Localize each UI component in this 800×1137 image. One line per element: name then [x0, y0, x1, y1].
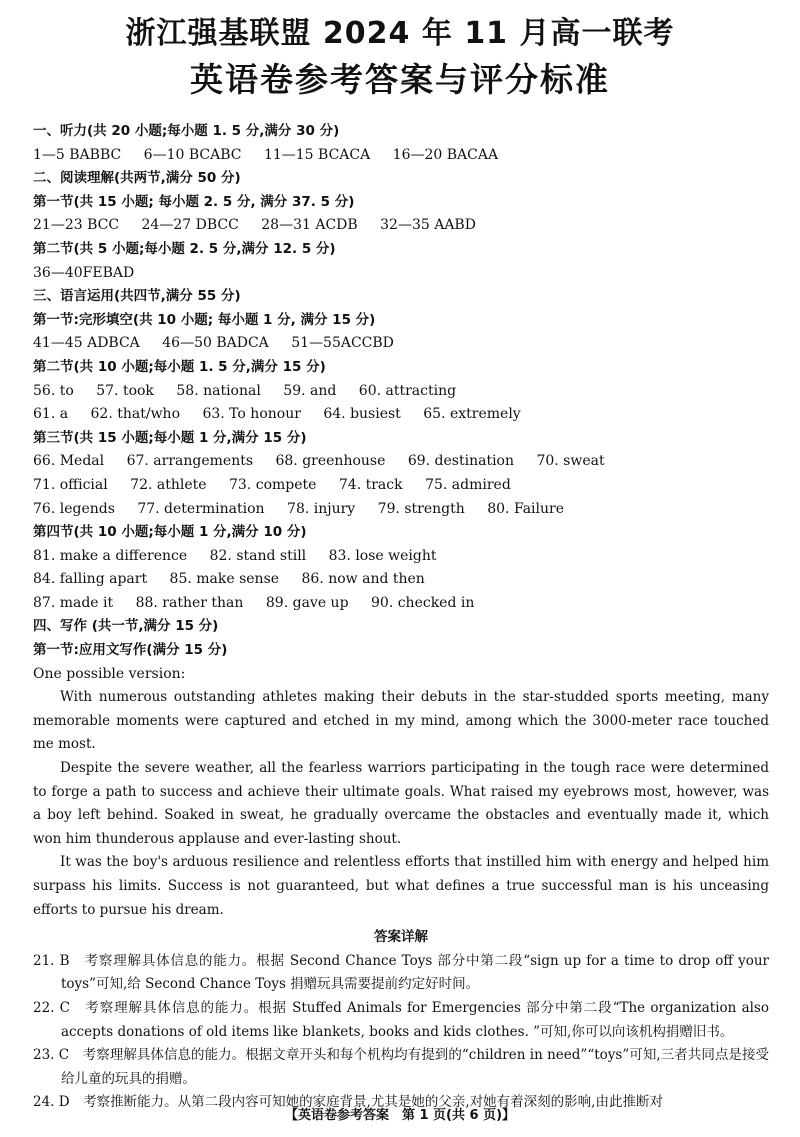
answer-group: 1—5 BABBC: [33, 146, 122, 163]
answer-row: [33, 568, 769, 592]
answer-row: [33, 545, 769, 569]
answer-item: 57. took: [96, 382, 154, 399]
sample-essay: [33, 686, 769, 922]
answer-item: 77. determination: [137, 500, 265, 517]
answer-item: 59. and: [283, 382, 337, 399]
answer-item: 84. falling apart: [33, 571, 148, 588]
answer-row: [33, 450, 769, 474]
answer-item: 79. strength: [377, 500, 465, 517]
reading-part1-answers: [33, 214, 769, 238]
answer-group: 41—45 ADBCA: [33, 335, 140, 352]
answer-item: 63. To honour: [202, 406, 301, 423]
listening-heading: 一、听力(共 20 小题;每小题 1. 5 分,满分 30 分): [33, 123, 340, 139]
reading-part2-answers: [33, 262, 769, 286]
listening-answers: [33, 144, 769, 168]
answer-group: 28—31 ACDB: [261, 217, 358, 234]
language-part3-heading: 第三节(共 15 小题;每小题 1 分,满分 15 分): [33, 429, 307, 446]
language-part1-answers: [33, 332, 769, 356]
answer-item: 66. Medal: [33, 453, 105, 470]
answer-group: 32—35 AABD: [380, 217, 476, 234]
answer-item: 85. make sense: [169, 571, 280, 588]
detail-item: 23. C 考察理解具体信息的能力。根据文章开头和每个机构均有提到的“children in need”“toys”可知,三者共同点是接受给儿童的玩具的捐赠。: [33, 1047, 769, 1087]
answer-group: 6—10 BCABC: [143, 146, 242, 163]
answer-item: 61. a: [33, 406, 69, 423]
details-heading: 答案详解: [374, 929, 428, 946]
answer-row: [33, 498, 769, 522]
reading-heading: 二、阅读理解(共两节,满分 50 分): [33, 170, 241, 187]
answer-item: 65. extremely: [423, 406, 521, 423]
answer-item: 60. attracting: [358, 382, 457, 399]
language-part2-heading: 第二节(共 10 小题;每小题 1. 5 分,满分 15 分): [33, 358, 326, 375]
answer-item: 68. greenhouse: [275, 453, 386, 470]
answer-row: [33, 403, 769, 427]
essay-paragraph: Despite the severe weather, all the fearless warriors participating in the tough race were determined to forge a path to success and achieve their ultimate goals. What raised my eyebrows most, however, was a boy left behind. Soaked in sweat, he gradually overcame the obstacles and eventually made it, which won him thunderous applause and ever-lasting shout.: [33, 760, 769, 847]
answer-group: 46—50 BADCA: [162, 335, 269, 352]
answer-item: 67. arrangements: [126, 453, 254, 470]
page-footer: 【英语卷参考答案 第 1 页(共 6 页)】: [284, 1108, 516, 1123]
answer-row: [33, 474, 769, 498]
essay-paragraph: It was the boy's arduous resilience and relentless efforts that instilled him with energy and helped him surpass his limits. Success is not guaranteed, but what defines a true successful man is his unceasing efforts to pursue his dream.: [33, 854, 769, 918]
answer-item: 82. stand still: [209, 547, 307, 564]
detail-item: 24. D 考察推断能力。从第二段内容可知她的家庭背景,尤其是她的父亲,对她有着深刻的影响,由此推断对: [33, 1094, 663, 1111]
language-part4-heading: 第四节(共 10 小题;每小题 1 分,满分 10 分): [33, 524, 307, 541]
answer-item: 78. injury: [287, 500, 356, 517]
answer-item: 89. gave up: [265, 594, 349, 611]
answer-item: 71. official: [33, 476, 108, 493]
answer-group: 11—15 BCACA: [263, 146, 371, 163]
answer-item: 56. to: [33, 382, 74, 399]
answer-item: 73. compete: [229, 476, 317, 493]
answer-item: 75. admired: [425, 476, 511, 493]
answer-item: 81. make a difference: [33, 547, 188, 564]
version-label: One possible version:: [33, 665, 186, 682]
answer-item: 70. sweat: [536, 453, 605, 470]
answer-row: [33, 592, 769, 616]
answer-item: 76. legends: [33, 500, 115, 517]
answer-item: 83. lose weight: [328, 547, 437, 564]
writing-part1-heading: 第一节:应用文写作(满分 15 分): [33, 642, 228, 659]
answer-row: [33, 380, 769, 404]
answer-item: 86. now and then: [301, 571, 425, 588]
detail-item: 21. B 考察理解具体信息的能力。根据 Second Chance Toys 部分中第二段“sign up for a time to drop off your toys”可知,给 Second Chance Toys 捐赠玩具需要提前约定好时间。: [33, 952, 769, 993]
reading-part1-heading: 第一节(共 15 小题; 每小题 2. 5 分, 满分 37. 5 分): [33, 193, 355, 210]
answer-group: 51—55ACCBD: [291, 335, 394, 352]
answer-group: 36—40FEBAD: [33, 264, 135, 281]
writing-heading: 四、写作 (共一节,满分 15 分): [33, 618, 219, 635]
language-part1-heading: 第一节:完形填空(共 10 小题; 每小题 1 分, 满分 15 分): [33, 311, 376, 328]
answer-item: 74. track: [338, 476, 403, 493]
document-title: 英语卷参考答案与评分标准: [190, 60, 610, 99]
answer-group: 24—27 DBCC: [141, 217, 239, 234]
answer-item: 72. athlete: [130, 476, 207, 493]
answer-item: 62. that/who: [90, 406, 180, 423]
language-heading: 三、语言运用(共四节,满分 55 分): [33, 288, 241, 305]
content-body: [33, 120, 769, 1115]
essay-paragraph: With numerous outstanding athletes making their debuts in the star-studded sports meeting, many memorable moments were captured and etched in my mind, among which the 3000-meter race touched me most.: [33, 689, 769, 753]
answer-group: 16—20 BACAA: [392, 146, 499, 163]
exam-title: 浙江强基联盟 2024 年 11 月高一联考: [125, 16, 675, 51]
answer-item: 69. destination: [407, 453, 514, 470]
answer-group: 21—23 BCC: [33, 217, 120, 234]
answer-item: 64. busiest: [323, 406, 401, 423]
detail-item: 22. C 考察理解具体信息的能力。根据 Stuffed Animals for Emergencies 部分中第二段“The organization also accepts donations of old items like blankets, books and kids clothes. ”可知,你可以向该机构捐赠旧书。: [33, 999, 769, 1040]
answer-item: 90. checked in: [371, 594, 475, 611]
answer-item: 80. Failure: [487, 500, 565, 517]
answer-item: 58. national: [176, 382, 261, 399]
answer-item: 87. made it: [33, 594, 114, 611]
answer-item: 88. rather than: [135, 594, 244, 611]
reading-part2-heading: 第二节(共 5 小题;每小题 2. 5 分,满分 12. 5 分): [33, 240, 336, 257]
